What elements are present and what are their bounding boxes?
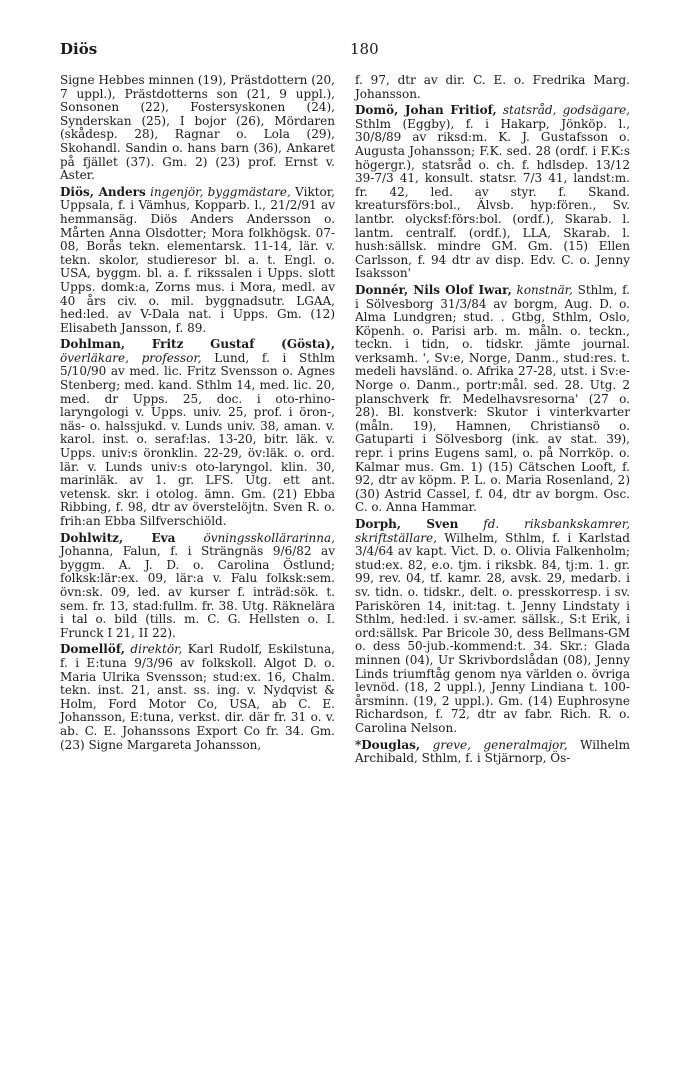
entry-name: Diös, Anders (60, 184, 146, 199)
entry (355, 518, 630, 736)
entry-title: överläkare, professor, (60, 350, 202, 365)
entry-text: Lund, f. i Sthlm 5/10/90 av med. lic. Fritz Svensson o. Agnes Stenberg; med. kand. Sthlm 14, med. lic. 20, med. dr Upps. 25, doc. i oto-rhino-laryngologi v. Upps. univ. 25, prof. i öron-, näs- o. halssjukd. v. Lunds univ. 38, aman. v. karol. inst. o. seraf:las. 13-20, bitr. läk. v. Upps. univ:s öronklin. 22-29, öv:läk. o. ord. lär. v. Lunds univ:s oto-laryngol. klin. 30, marinläk. av 1. gr. LFS. Utg. ett ant. vetensk. skr. i otolog. ämn. Gm. (21) Ebba Ribbing, f. 98, dtr av överstelöjtn. Sven R. o. frih:an Ebba Silfverschiöld. (60, 350, 335, 528)
entry-title: direktör, (130, 642, 183, 657)
entry-text: Wilhelm Archibald, Sthlm, f. i Stjärnorp, Ös- (355, 737, 630, 766)
text-columns (60, 74, 630, 769)
entry-name: Domö, Johan Fritiof, (355, 103, 497, 118)
entry-text: Karl Rudolf, Eskilstuna, f. i E:tuna 9/3/96 av folkskoll. Algot D. o. Maria Ulrika Svensson; stud:ex. 16, Chalm. tekn. inst. 21, anst. ss. ing. v. Nydqvist & Holm, Ford Motor Co, USA, ab C. E. Johansson, E:tuna, verkst. dir. där fr. 31 o. v. ab. C. E. Johanssons Export Co fr. 34. Gm. (23) Signe Margareta Johansson, (60, 642, 335, 752)
entry-title: greve, generalmajor, (432, 737, 568, 752)
entry-text: f. 97, dtr av dir. C. E. o. Fredrika Marg. Johansson. (355, 73, 630, 101)
entry-name: Donnér, Nils Olof Iwar, (355, 282, 512, 297)
entry-text: Johanna, Falun, f. i Strängnäs 9/6/82 av byggm. A. J. D. o. Carolina Östlund; folksk:lär:ex. 09, lär:a v. Falu folksk:sem. övn:sk. 09, led. av kurser f. inträd:sök. t. sem. fr. 13, stad:fullm. fr. 38. Utg. Räknelära i tal o. bild (tills. m. C. G. Hellsten o. I. Frunck I 21, II 22). (60, 544, 335, 640)
entry-title: statsråd, godsägare, (502, 103, 630, 118)
entry (60, 338, 335, 528)
entry-name: Domellöf, (60, 642, 125, 657)
entry (355, 739, 630, 766)
entry-title: övningsskollärarinna, (203, 530, 335, 545)
left-column (60, 74, 345, 769)
entry (355, 104, 630, 281)
entry-name: *Douglas, (355, 737, 421, 752)
entry-name: Dorph, Sven (355, 517, 459, 531)
entry (60, 186, 335, 336)
entry (60, 532, 335, 641)
right-column (345, 74, 630, 769)
entry-text: Sthlm (Eggby), f. i Hakarp, Jönköp. l., 30/8/89 av riksd:m. K. J. Gustafsson o. Augusta Johansson; F.K. sed. 28 (ordf. i F.K:s högergr.), statsråd o. ch. f. hdlsdep. 13/12 39-7/3 41, konsult. statsr. 7/3 41, landst:m. fr. 42, led. av styr. f. Skand. kreatursförs:bol., Älvsb. hyp:fören., Sv. lantbr. olycksf:förs:bol. (ordf.), Skarab. l. lantm. centralf. (ordf.), LLA, Skarab. l. hush:sällsk. mindre GM. Gm. (15) Ellen Carlsson, f. 94 dtr av disp. Edv. C. o. Jenny Isaksson' (355, 116, 630, 281)
entry-text: Signe Hebbes minnen (19), Prästdottern (20, 7 uppl.), Prästdotterns son (21, 9 uppl.), Sonsonen (22), Fostersyskonen (24), Synderskan (25), I bojor (26), Mördaren (skådesp. 28), Ragnar o. Lola (29), Skohandl. Sandin o. hans barn (36), Ankaret på fjället (37). Gm. 2) (23) prof. Ernst v. Aster. (60, 73, 335, 183)
page-number: 180 (350, 40, 379, 58)
entry-text: Wilhelm, Sthlm, f. i Karlstad 3/4/64 av kapt. Vict. D. o. Olivia Falkenholm; stud:ex. 82, e.o. tjm. i riksbk. 84, tj:m. 1. gr. 99, rev. 04, tf. kamr. 28, avsk. 29, medarb. i sv. tidn. o. tidskr., delt. o. presskorresp. i sv. Pariskören 14, init:tag. t. Jenny Lindstaty i Sthlm, hed:led. i sv.-amer. sällsk., S:t Erik, i ord:sällsk. Par Bricole 30, dess Bellmans-GM o. dess 50-jub.-kommend:t. 34. Skr.: Glada minnen (04), Ur Skrivbordslådan (08), Jenny Linds triumftåg genom nya världen o. övriga levnöd. (18, 2 uppl.), Jenny Lindiana t. 100-årsminn. (19, 2 uppl.). Gm. (14) Euphrosyne Richardson, f. 72, dtr av fabr. Rich. R. o. Carolina Nelson. (355, 530, 630, 735)
entry-title: fd. riksbankskamrer, skriftställare, (355, 517, 631, 545)
entry-name: Dohlwitz, Eva (60, 530, 176, 545)
entry-text: Viktor, Uppsala, f. i Vämhus, Kopparb. l., 21/2/91 av hemmansäg. Diös Anders Andersson o. Mårten Anna Olsdotter; Mora folkhögsk. 07-08, Borås tekn. elementarsk. 11-14, lär. v. tekn. skolor, studieresor bl. a. t. Engl. o. USA, byggm. bl. a. f. rikssalen i Upps. slott Upps. domk:a, Zorns mus. i Mora, medl. av 40 års civ. o. mil. byggnadsutr. LGAA, hed:led. av V-Dala nat. i Upps. Gm. (12) Elisabeth Jansson, f. 89. (60, 184, 335, 335)
page-header (60, 40, 630, 66)
entry-continuation (355, 74, 630, 101)
entry-name: Dohlman, Fritz Gustaf (Gösta), (60, 337, 335, 352)
entry (355, 284, 630, 515)
entry-title: konstnär, (516, 282, 573, 297)
entry-text: Sthlm, f. i Sölvesborg 31/3/84 av borgm, Aug. D. o. Alma Lundgren; stud. . Gtbg, Sthlm, Oslo, Köpenh. o. Parisi arb. m. måln. o. teckn., teckn. i tidn, o. tidskr. jämte journal. verksamh. ', Sv:e, Norge, Danm., stud:res. t. medeli havsländ. o. Afrika 27-28, utst. i Sv:e-Norge o. Danm., portr:mål. sed. 28. Utg. 2 planschverk fr. Medelhavsresorna' (27 o. 28). Bl. konstverk: Skutor i vinterkvarter (måln. 19), Hamnen, Christiansö o. Gatuparti i Sölvesborg (ink. av stat. 39), repr. i prins Eugens saml, o. på Norrköp. o. Kalmar mus. Gm. 1) (15) Cätschen Looft, f. 92, dtr av köpm. P. L. o. Maria Rosenland, 2) (30) Astrid Cassel, f. 04, dtr av borgm. Osc. C. o. Anna Hammar. (355, 282, 630, 515)
running-head: Diös (60, 40, 98, 58)
entry-title: ingenjör, byggmästare, (150, 184, 291, 199)
entry-continuation (60, 74, 335, 183)
entry (60, 643, 335, 752)
